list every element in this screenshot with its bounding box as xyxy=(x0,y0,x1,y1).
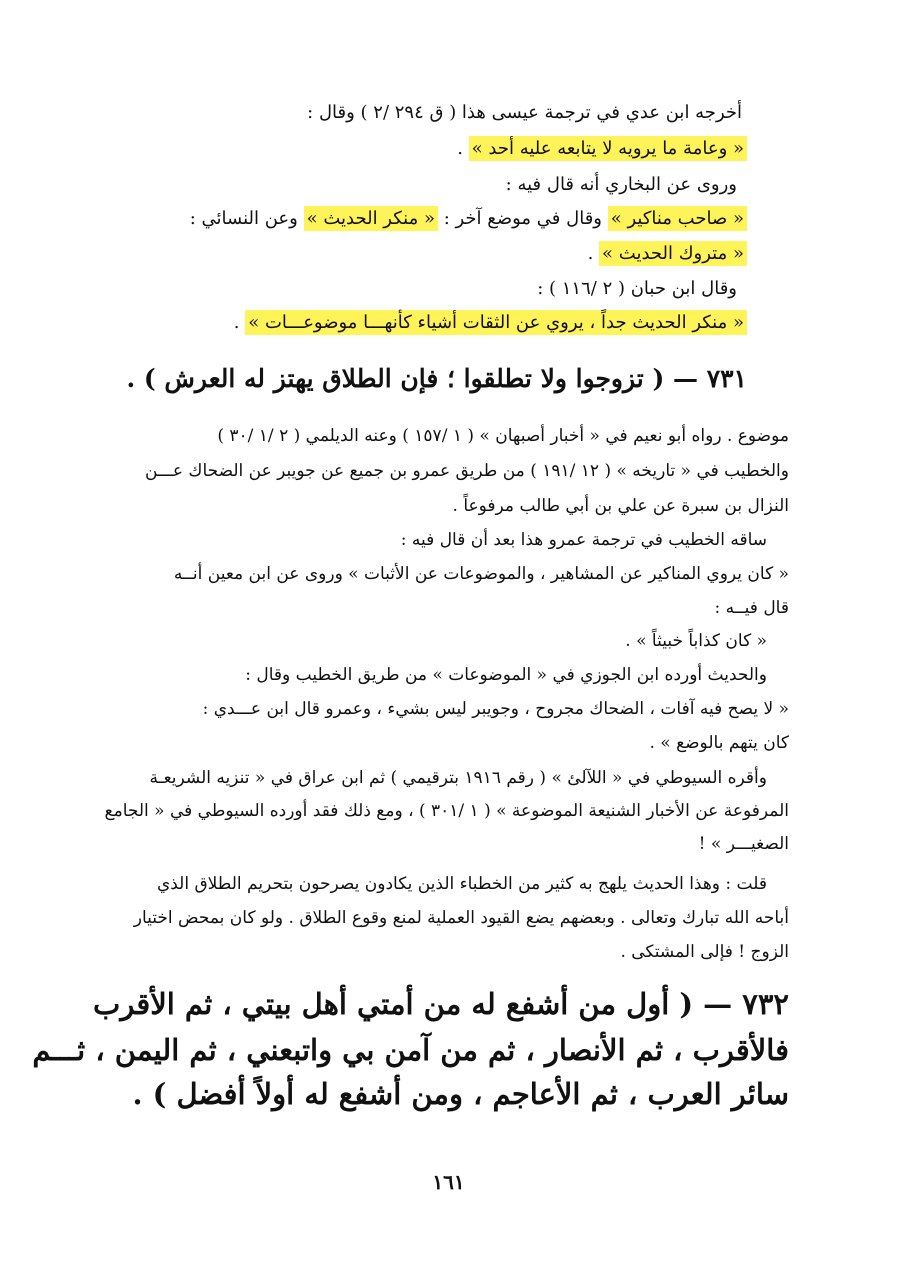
highlighted-quote: « صاحب مناكير » xyxy=(608,206,747,231)
comment-line: الزوج ! فإلى المشتكى . xyxy=(620,942,789,962)
page-number: ١٦١ xyxy=(432,1170,465,1194)
nasai-quote-line: « متروك الحديث » . xyxy=(588,245,747,263)
body-line: وأقره السيوطي في « اللآلئ » ( رقم ١٩١٦ بترقيمي ) ثم ابن عراق في « تنزيه الشريعـة xyxy=(149,768,767,788)
comment-line: أباحه الله تبارك وتعالى . وبعضهم يضع القيود العملية لمنع وقوع الطلاق . ولو كان بمحض اختيار xyxy=(133,908,789,928)
highlighted-quote: « متروك الحديث » xyxy=(599,241,747,266)
ibn-hibban-line: وقال ابن حبان ( ٢ /١١٦ ) : xyxy=(537,278,737,299)
body-line: قال فيــه : xyxy=(714,598,789,618)
hadith-732-line: ٧٣٢ — ( أول من أشفع له من أمتي أهل بيتي ، ثم الأقرب xyxy=(93,987,789,1021)
hadith-731-heading: ٧٣١ — ( تزوجوا ولا تطلقوا ؛ فإن الطلاق يهتز له العرش ) . xyxy=(126,364,747,393)
highlighted-quote: « منكر الحديث » xyxy=(304,206,438,231)
hadith-732-line: فالأقرب ، ثم الأنصار ، ثم من آمن بي واتبعني ، ثم اليمن ، ثـــم xyxy=(32,1033,789,1067)
body-line: الصغيـــر » ! xyxy=(698,834,789,854)
bukhari-intro: وروى عن البخاري أنه قال فيه : xyxy=(505,174,737,195)
bukhari-quotes-line: « صاحب مناكير » وقال في موضع آخر : « منكر الحديث » وعن النسائي : xyxy=(190,210,747,228)
highlighted-quote: « منكر الحديث جداً ، يروي عن الثقات أشياء كأنهـــا موضوعـــات » xyxy=(245,310,747,335)
body-line: والحديث أورده ابن الجوزي في « الموضوعات » من طريق الخطيب وقال : xyxy=(245,665,767,685)
body-line: ساقه الخطيب في ترجمة عمرو هذا بعد أن قال فيه : xyxy=(400,530,767,550)
hadith-732-line: سائر العرب ، ثم الأعاجم ، ومن أشفع له أولاً أفضل ) . xyxy=(132,1077,789,1111)
body-line: والخطيب في « تاريخه » ( ١٢ /١٩١ ) من طريق عمرو بن جميع عن جويبر عن الضحاك عـــن xyxy=(145,461,789,481)
body-line: موضوع . رواه أبو نعيم في « أخبار أصبهان » ( ١ /١٥٧ ) وعنه الديلمي ( ٢ /١ /٣٠ ) xyxy=(217,426,789,446)
body-line: المرفوعة عن الأخبار الشنيعة الموضوعة » ( ١ /٣٠١ ) ، ومع ذلك فقد أورده السيوطي في « الجامع xyxy=(104,801,789,821)
body-line: « لا يصح فيه آفات ، الضحاك مجروح ، وجويبر ليس بشيء ، وعمرو قال ابن عـــدي : xyxy=(202,699,789,719)
hibban-quote-line: « منكر الحديث جداً ، يروي عن الثقات أشياء كأنهـــا موضوعـــات » . xyxy=(234,314,747,332)
intro-line: أخرجه ابن عدي في ترجمة عيسى هذا ( ق ٢٩٤ /٢ ) وقال : xyxy=(307,102,742,123)
body-line: « كان كذاباً خبيثاً » . xyxy=(625,631,767,651)
body-line: « كان يروي المناكير عن المشاهير ، والموضوعات عن الأثبات » وروى عن ابن معين أنــه xyxy=(173,564,789,584)
comment-line: قلت : وهذا الحديث يلهج به كثير من الخطباء الذين يكادون يصرحون بتحريم الطلاق الذي xyxy=(156,874,767,894)
body-line: النزال بن سبرة عن علي بن أبي طالب مرفوعاً . xyxy=(452,496,789,516)
body-line: كان يتهم بالوضع » . xyxy=(649,733,789,753)
quote-line: « وعامة ما يرويه لا يتابعه عليه أحد » . xyxy=(457,140,747,158)
highlighted-quote: « وعامة ما يرويه لا يتابعه عليه أحد » xyxy=(469,136,747,161)
